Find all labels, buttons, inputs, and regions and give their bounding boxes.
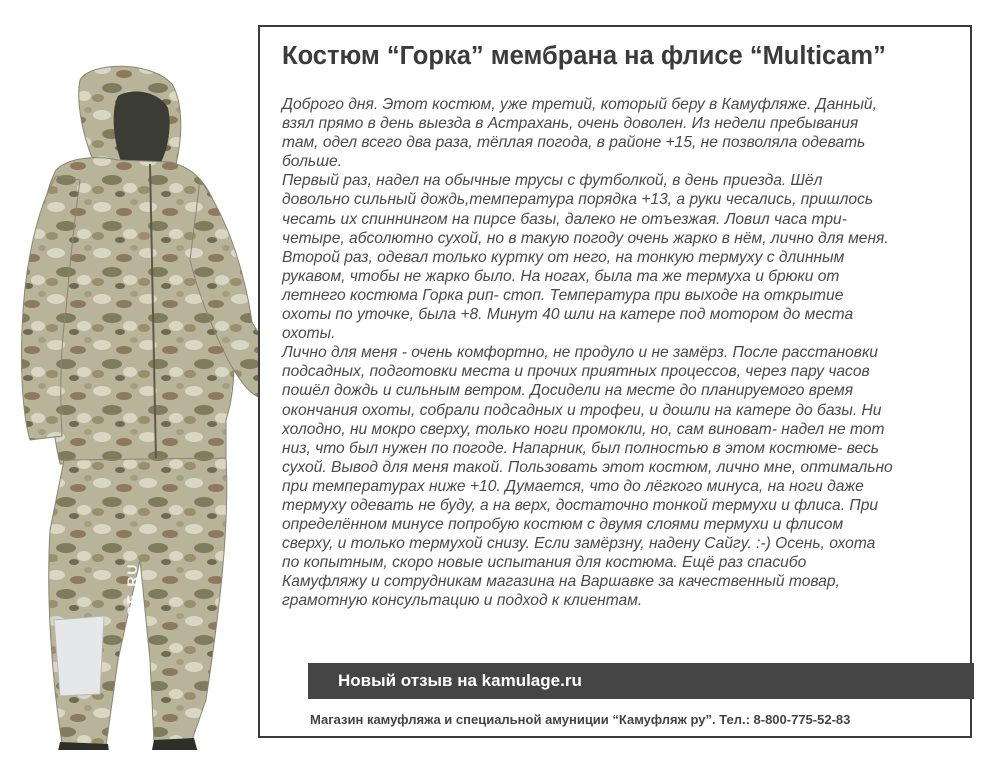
review-line: при температурах ниже +10. Думается, что до лёгкого минуса, на ноги даже <box>282 477 864 495</box>
review-line: Второй раз, одевал только куртку от него, на тонкую термуху с длинным <box>282 248 845 266</box>
review-line: больше. <box>282 153 343 171</box>
review-banner <box>308 663 974 699</box>
camo-suit-illustration <box>0 60 300 750</box>
review-line: охоты. <box>282 325 336 343</box>
review-line: взял прямо в день выезда в Астрахань, очень доволен. Из недели пребывания <box>282 115 859 133</box>
review-line: сверху, и только термухой снизу. Если замёрзну, надену Сайгу. :-) Осень, охота <box>282 535 876 553</box>
review-line: довольно сильный дождь,температура порядка +13, а руки чесались, пришлось <box>282 191 874 209</box>
review-line: сухой. Вывод для меня такой. Пользовать этот костюм, лично мне, оптимально <box>282 458 893 476</box>
watermark-text: KAMUFLAGE.RU <box>124 562 140 700</box>
review-line: окончания охоты, собрали подсадных и трофеи, и дошли на катере до базы. Ни <box>282 401 882 419</box>
review-line: четыре, абсолютно сухой, но в такую погоду очень жарко в нём, лично для меня. <box>282 229 889 247</box>
review-line: низ, что был нужен по погоде. Напарник, был полностью в этом костюме- весь <box>282 439 880 457</box>
review-line: холодно, ни мокро сверху, только ноги промокли, но, сам виноват- надел не тот <box>282 420 885 438</box>
review-line: чесать их спиннингом на пирсе базы, далеко не отъезжая. Ловил часа три- <box>282 210 847 228</box>
review-paragraph <box>282 171 966 247</box>
store-contact-footer: Магазин камуфляжа и специальной амуниции “Камуфляж ру”. Тел.: 8-800-775-52-83 <box>310 712 851 727</box>
review-line: по копытным, скоро новые испытания для костюма. Ещё раз спасибо <box>282 554 807 572</box>
review-line: летнего костюма Горка рип- стоп. Температура при выходе на открытие <box>282 286 844 304</box>
review-line: подсадных, подготовки места и прочих приятных процессов, через пару часов <box>282 363 870 381</box>
review-line: охоты по уточке, была +8. Минут 40 шли на катере под мотором до места <box>282 306 854 324</box>
review-line: рукавом, чтобы не жарко было. На ногах, была та же термуха и брюки от <box>282 267 840 285</box>
review-line: пошёл дождь и сильным ветром. Досидели на месте до планируемого время <box>282 382 854 400</box>
review-line: Первый раз, надел на обычные трусы с футболкой, в день приезда. Шёл <box>282 172 823 190</box>
product-photo <box>0 60 300 750</box>
review-line: термуху одевать не буду, а на верх, достаточно тонкой термухи и флиса. При <box>282 496 879 514</box>
banner-link-text[interactable]: Новый отзыв на kamulage.ru <box>338 671 582 690</box>
review-line: определённом минусе попробую костюм с двумя слоями термухи и флисом <box>282 516 844 534</box>
review-text <box>282 95 966 611</box>
page-title: Костюм “Горка” мембрана на флисе “Multicam” <box>282 42 886 70</box>
review-line: грамотную консультацию и подход к клиентам. <box>282 592 643 610</box>
review-paragraph <box>282 95 966 171</box>
review-paragraph <box>282 248 966 343</box>
review-line: Камуфляжу и сотрудникам магазина на Варшавке за качественный товар, <box>282 573 840 591</box>
review-card <box>258 25 972 738</box>
review-line: там, одел всего два раза, тёплая погода, в районе +15, не позволяла одевать <box>282 134 866 152</box>
review-line: Лично для меня - очень комфортно, не продуло и не замёрз. После расстановки <box>282 344 878 362</box>
review-line: Доброго дня. Этот костюм, уже третий, который беру в Камуфляже. Данный, <box>282 96 877 113</box>
review-paragraph <box>282 343 966 610</box>
